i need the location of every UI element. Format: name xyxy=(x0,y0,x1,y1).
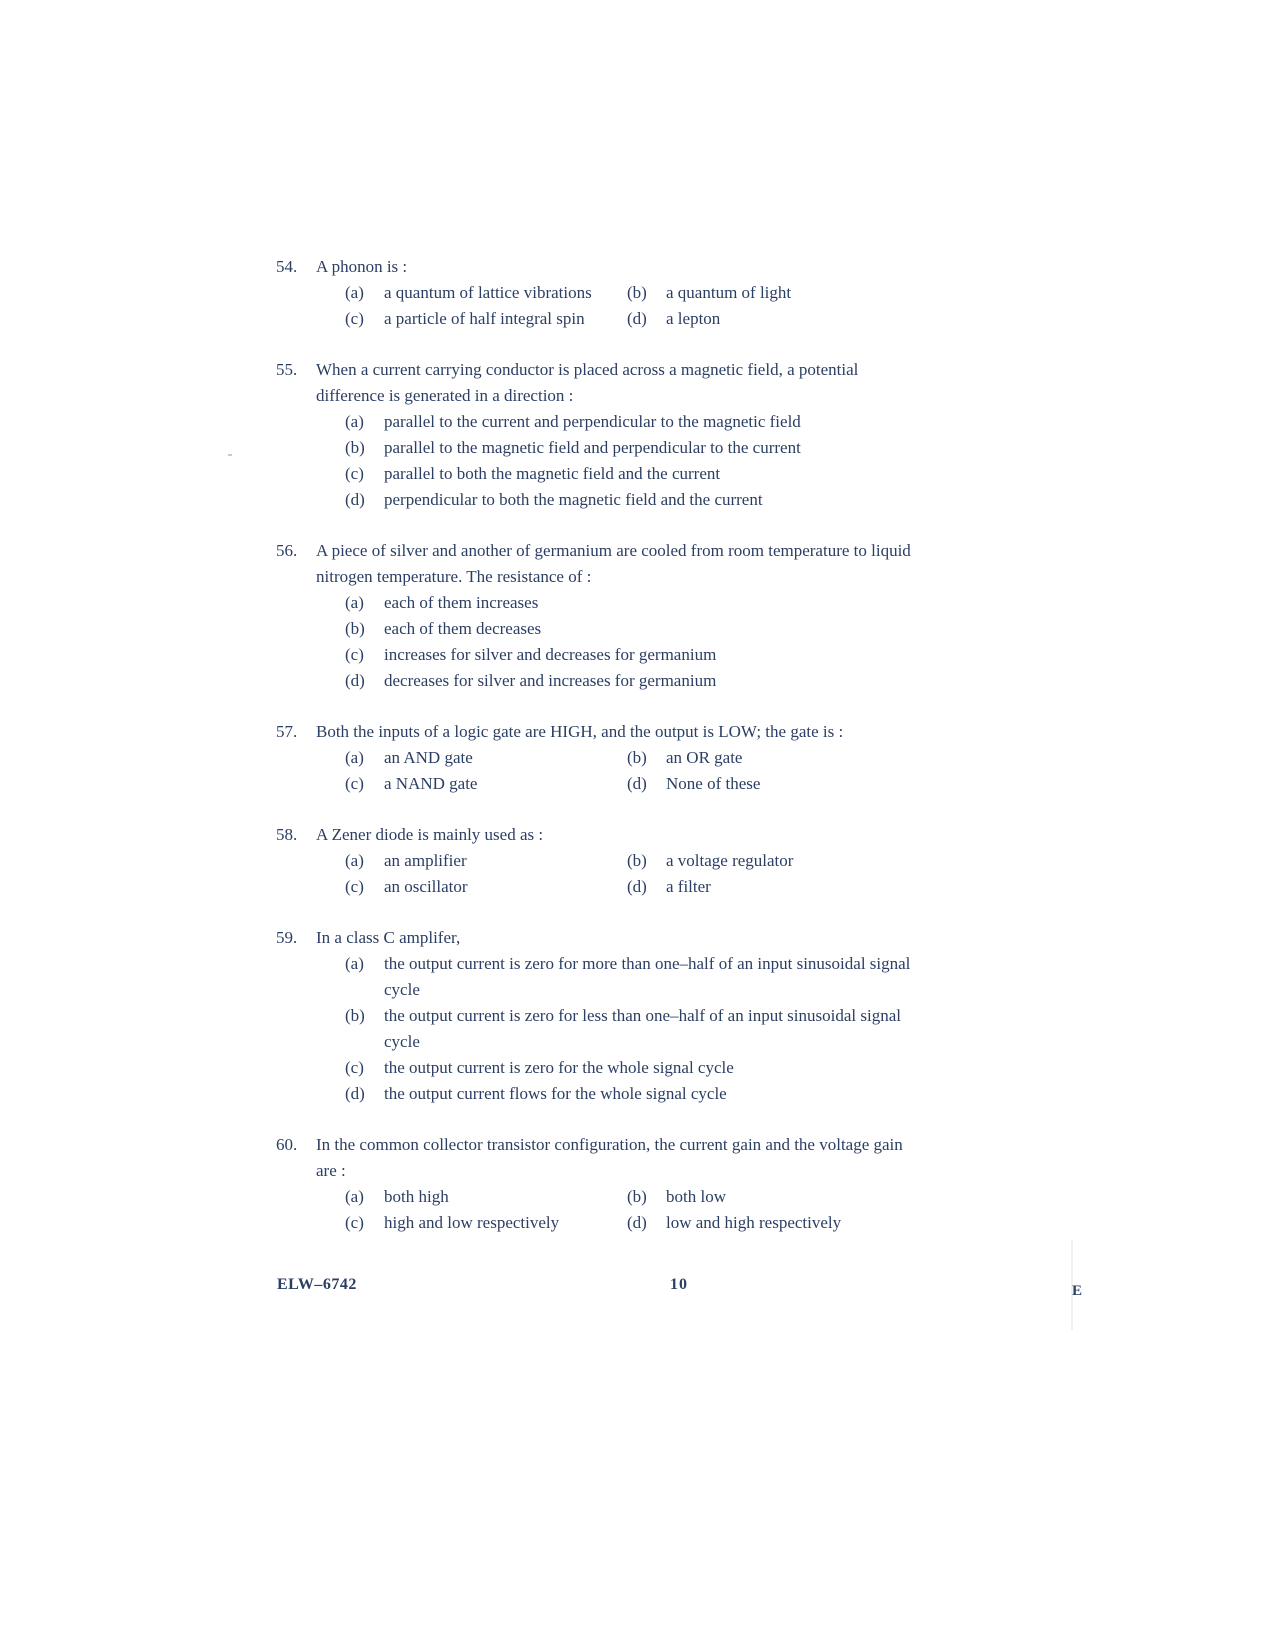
option-letter: (c) xyxy=(345,877,364,896)
options xyxy=(276,848,916,900)
option-letter: (d) xyxy=(627,877,647,896)
question-number: 59. xyxy=(276,928,298,947)
option-letter: (b) xyxy=(627,1187,647,1206)
question-55 xyxy=(276,357,916,513)
option-c xyxy=(345,1055,916,1081)
language-marker: E xyxy=(1072,1283,1083,1299)
option-a xyxy=(345,848,627,874)
option-letter: (b) xyxy=(345,619,365,638)
option-letter: (b) xyxy=(345,1006,365,1025)
option-b xyxy=(627,1184,927,1210)
option-c xyxy=(345,771,627,797)
options xyxy=(276,590,916,694)
option-letter: (b) xyxy=(627,748,647,767)
question-60 xyxy=(276,1132,916,1236)
option-d xyxy=(627,306,927,332)
option-c xyxy=(345,306,627,332)
option-letter: (c) xyxy=(345,645,364,664)
question-text: In the common collector transistor configuration, the current gain and the voltage gain are : xyxy=(316,1135,903,1180)
option-b xyxy=(627,848,927,874)
option-text: high and low respectively xyxy=(384,1213,560,1232)
option-d xyxy=(627,874,927,900)
option-text: the output current is zero for more than one–half of an input sinusoidal signal cycle xyxy=(384,954,911,999)
option-letter: (a) xyxy=(345,954,364,973)
option-letter: (d) xyxy=(627,309,647,328)
option-text: a voltage regulator xyxy=(666,851,794,870)
option-letter: (c) xyxy=(345,774,364,793)
question-text: A Zener diode is mainly used as : xyxy=(316,825,544,844)
option-letter: (a) xyxy=(345,412,364,431)
option-c xyxy=(345,461,916,487)
option-c xyxy=(345,874,627,900)
question-59 xyxy=(276,925,916,1107)
option-letter: (b) xyxy=(627,851,647,870)
option-letter: (a) xyxy=(345,748,364,767)
option-text: each of them increases xyxy=(384,593,539,612)
option-text: the output current flows for the whole signal cycle xyxy=(384,1084,727,1103)
option-text: a NAND gate xyxy=(384,774,478,793)
option-letter: (b) xyxy=(345,438,365,457)
question-text: When a current carrying conductor is placed across a magnetic field, a potential difference is generated in a direction : xyxy=(316,360,859,405)
question-number: 60. xyxy=(276,1135,298,1154)
option-a xyxy=(345,590,916,616)
question-57 xyxy=(276,719,916,797)
question-58 xyxy=(276,822,916,900)
option-a xyxy=(345,409,916,435)
options xyxy=(276,409,916,513)
option-text: parallel to the current and perpendicular to the magnetic field xyxy=(384,412,801,431)
question-number: 58. xyxy=(276,825,298,844)
question-number: 57. xyxy=(276,722,298,741)
option-text: the output current is zero for the whole signal cycle xyxy=(384,1058,734,1077)
option-letter: (a) xyxy=(345,283,364,302)
option-letter: (c) xyxy=(345,309,364,328)
question-text: Both the inputs of a logic gate are HIGH, and the output is LOW; the gate is : xyxy=(316,722,844,741)
option-text: a filter xyxy=(666,877,711,896)
option-b xyxy=(627,745,927,771)
option-letter: (d) xyxy=(345,671,365,690)
options xyxy=(276,280,916,332)
option-text: increases for silver and decreases for germanium xyxy=(384,645,717,664)
option-letter: (b) xyxy=(627,283,647,302)
options xyxy=(276,951,916,1107)
option-text: a particle of half integral spin xyxy=(384,309,585,328)
option-a xyxy=(345,280,627,306)
option-letter: (d) xyxy=(345,490,365,509)
option-letter: (a) xyxy=(345,851,364,870)
option-c xyxy=(345,642,916,668)
option-text: parallel to the magnetic field and perpendicular to the current xyxy=(384,438,801,457)
option-d xyxy=(627,771,927,797)
option-b xyxy=(345,616,916,642)
option-c xyxy=(345,1210,627,1236)
option-a xyxy=(345,745,627,771)
option-text: each of them decreases xyxy=(384,619,542,638)
question-number: 55. xyxy=(276,360,298,379)
option-letter: (a) xyxy=(345,1187,364,1206)
option-d xyxy=(345,668,916,694)
question-text: A phonon is : xyxy=(316,257,408,276)
option-text: None of these xyxy=(666,774,761,793)
option-text: a quantum of light xyxy=(666,283,792,302)
option-text: an amplifier xyxy=(384,851,467,870)
question-number: 56. xyxy=(276,541,298,560)
option-d xyxy=(627,1210,927,1236)
scan-speck xyxy=(228,454,232,456)
option-text: an AND gate xyxy=(384,748,473,767)
question-text: In a class C amplifer, xyxy=(316,928,461,947)
option-text: parallel to both the magnetic field and the current xyxy=(384,464,721,483)
question-text: A piece of silver and another of germanium are cooled from room temperature to liquid nitrogen temperature. The resistance of : xyxy=(316,541,911,586)
question-sheet xyxy=(276,254,916,1261)
option-text: both high xyxy=(384,1187,449,1206)
option-letter: (c) xyxy=(345,1213,364,1232)
option-text: an OR gate xyxy=(666,748,743,767)
option-b xyxy=(345,435,916,461)
page-number: 10 xyxy=(670,1276,688,1293)
option-d xyxy=(345,1081,916,1107)
booklet-code: ELW–6742 xyxy=(277,1276,357,1293)
option-b xyxy=(627,280,927,306)
option-text: decreases for silver and increases for germanium xyxy=(384,671,717,690)
option-letter: (c) xyxy=(345,1058,364,1077)
option-letter: (a) xyxy=(345,593,364,612)
option-letter: (d) xyxy=(345,1084,365,1103)
question-56 xyxy=(276,538,916,694)
option-letter: (d) xyxy=(627,774,647,793)
option-a xyxy=(345,951,916,1003)
question-54 xyxy=(276,254,916,332)
option-text: both low xyxy=(666,1187,726,1206)
option-text: perpendicular to both the magnetic field and the current xyxy=(384,490,763,509)
question-number: 54. xyxy=(276,257,298,276)
option-letter: (c) xyxy=(345,464,364,483)
option-a xyxy=(345,1184,627,1210)
options xyxy=(276,1184,916,1236)
option-text: an oscillator xyxy=(384,877,468,896)
option-letter: (d) xyxy=(627,1213,647,1232)
option-text: a lepton xyxy=(666,309,721,328)
option-d xyxy=(345,487,916,513)
options xyxy=(276,745,916,797)
option-b xyxy=(345,1003,916,1055)
option-text: the output current is zero for less than one–half of an input sinusoidal signal cycle xyxy=(384,1006,901,1051)
option-text: a quantum of lattice vibrations xyxy=(384,283,592,302)
option-text: low and high respectively xyxy=(666,1213,842,1232)
